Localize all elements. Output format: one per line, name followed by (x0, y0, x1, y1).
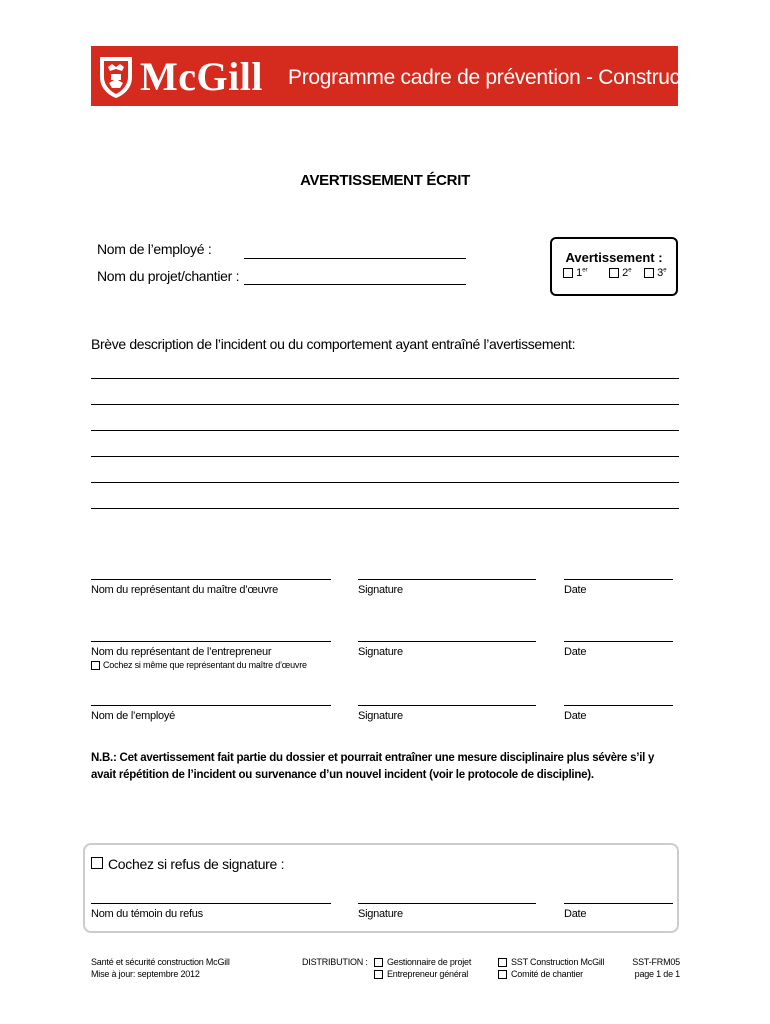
mcgill-shield-icon (98, 55, 134, 99)
date-label: Date (564, 908, 587, 920)
checkbox-icon[interactable] (498, 958, 507, 967)
owner-rep-signature-line[interactable] (358, 579, 536, 580)
checkbox-icon[interactable] (374, 970, 383, 979)
employee-name-label: Nom de l’employé : (97, 241, 212, 257)
checkbox-icon[interactable] (374, 958, 383, 967)
contractor-rep-label: Nom du représentant de l’entrepreneur (91, 646, 272, 658)
contractor-rep-signature-line[interactable] (358, 641, 536, 642)
footer-form-info (612, 956, 680, 980)
description-line[interactable] (91, 508, 679, 509)
checkbox-icon[interactable] (91, 857, 103, 869)
signature-label: Signature (358, 646, 403, 658)
same-as-owner-option[interactable]: Cochez si même que représentant du maître d’œuvre (91, 660, 307, 670)
project-line[interactable] (244, 284, 466, 285)
warning-option-2[interactable]: 2e (609, 267, 632, 279)
distribution-item[interactable]: SST Construction McGill (498, 956, 604, 968)
description-line[interactable] (91, 404, 679, 405)
employee-date-line[interactable] (564, 705, 673, 706)
contractor-rep-name-line[interactable] (91, 641, 331, 642)
program-title: Programme cadre de prévention - Construction (288, 66, 713, 89)
document-title: AVERTISSEMENT ÉCRIT (300, 172, 470, 189)
distribution-col-2 (498, 956, 604, 980)
form-code: SST-FRM05 (632, 957, 680, 967)
page-number: page 1 de 1 (634, 969, 680, 979)
distribution-col-1 (374, 956, 471, 980)
date-label: Date (564, 646, 587, 658)
owner-rep-date-line[interactable] (564, 579, 673, 580)
owner-rep-name-line[interactable] (91, 579, 331, 580)
employee-label: Nom de l’employé (91, 710, 176, 722)
employee-name-line[interactable] (244, 258, 466, 259)
disciplinary-note: N.B.: Cet avertissement fait partie du dossier et pourrait entraîner une mesure disciplinaire plus sévère s’il y avait répétition de l’incident ou survenance d’un nouvel incident (voir le protocole de discipline). (91, 752, 655, 781)
date-label: Date (564, 710, 587, 722)
date-label: Date (564, 584, 587, 596)
distribution-item[interactable]: Gestionnaire de projet (374, 956, 471, 968)
description-line[interactable] (91, 378, 679, 379)
witness-date-line[interactable] (564, 903, 673, 904)
employee-name-sig-line[interactable] (91, 705, 331, 706)
checkbox-icon[interactable] (563, 268, 573, 278)
witness-label: Nom du témoin du refus (91, 908, 203, 920)
distribution-label: DISTRIBUTION : (302, 957, 368, 967)
witness-name-line[interactable] (91, 903, 331, 904)
project-label: Nom du projet/chantier : (97, 268, 240, 284)
signature-label: Signature (358, 710, 403, 722)
signature-label: Signature (358, 584, 403, 596)
checkbox-icon[interactable] (644, 268, 654, 278)
description-line[interactable] (91, 456, 679, 457)
distribution-item[interactable]: Comité de chantier (498, 968, 604, 980)
checkbox-icon[interactable] (609, 268, 619, 278)
owner-rep-label: Nom du représentant du maître d’œuvre (91, 584, 279, 596)
description-label: Brève description de l’incident ou du comportement ayant entraîné l’avertissement: (91, 336, 576, 352)
footer-org-line1: Santé et sécurité construction McGill (91, 957, 230, 967)
checkbox-icon[interactable] (91, 661, 100, 670)
warning-option-3[interactable]: 3e (644, 267, 667, 279)
witness-signature-line[interactable] (358, 903, 536, 904)
mcgill-logo-text: McGill (140, 54, 263, 99)
description-line[interactable] (91, 482, 679, 483)
footer-org (91, 956, 230, 980)
signature-label: Signature (358, 908, 403, 920)
checkbox-icon[interactable] (498, 970, 507, 979)
employee-signature-line[interactable] (358, 705, 536, 706)
distribution-item[interactable]: Entrepreneur général (374, 968, 471, 980)
warning-number-box (550, 237, 678, 296)
warning-option-1[interactable]: 1er (563, 267, 588, 279)
footer-update-line: Mise à jour: septembre 2012 (91, 969, 200, 979)
contractor-rep-date-line[interactable] (564, 641, 673, 642)
refusal-option[interactable]: Cochez si refus de signature : (91, 856, 284, 872)
warning-title: Avertissement : (565, 250, 663, 265)
description-line[interactable] (91, 430, 679, 431)
